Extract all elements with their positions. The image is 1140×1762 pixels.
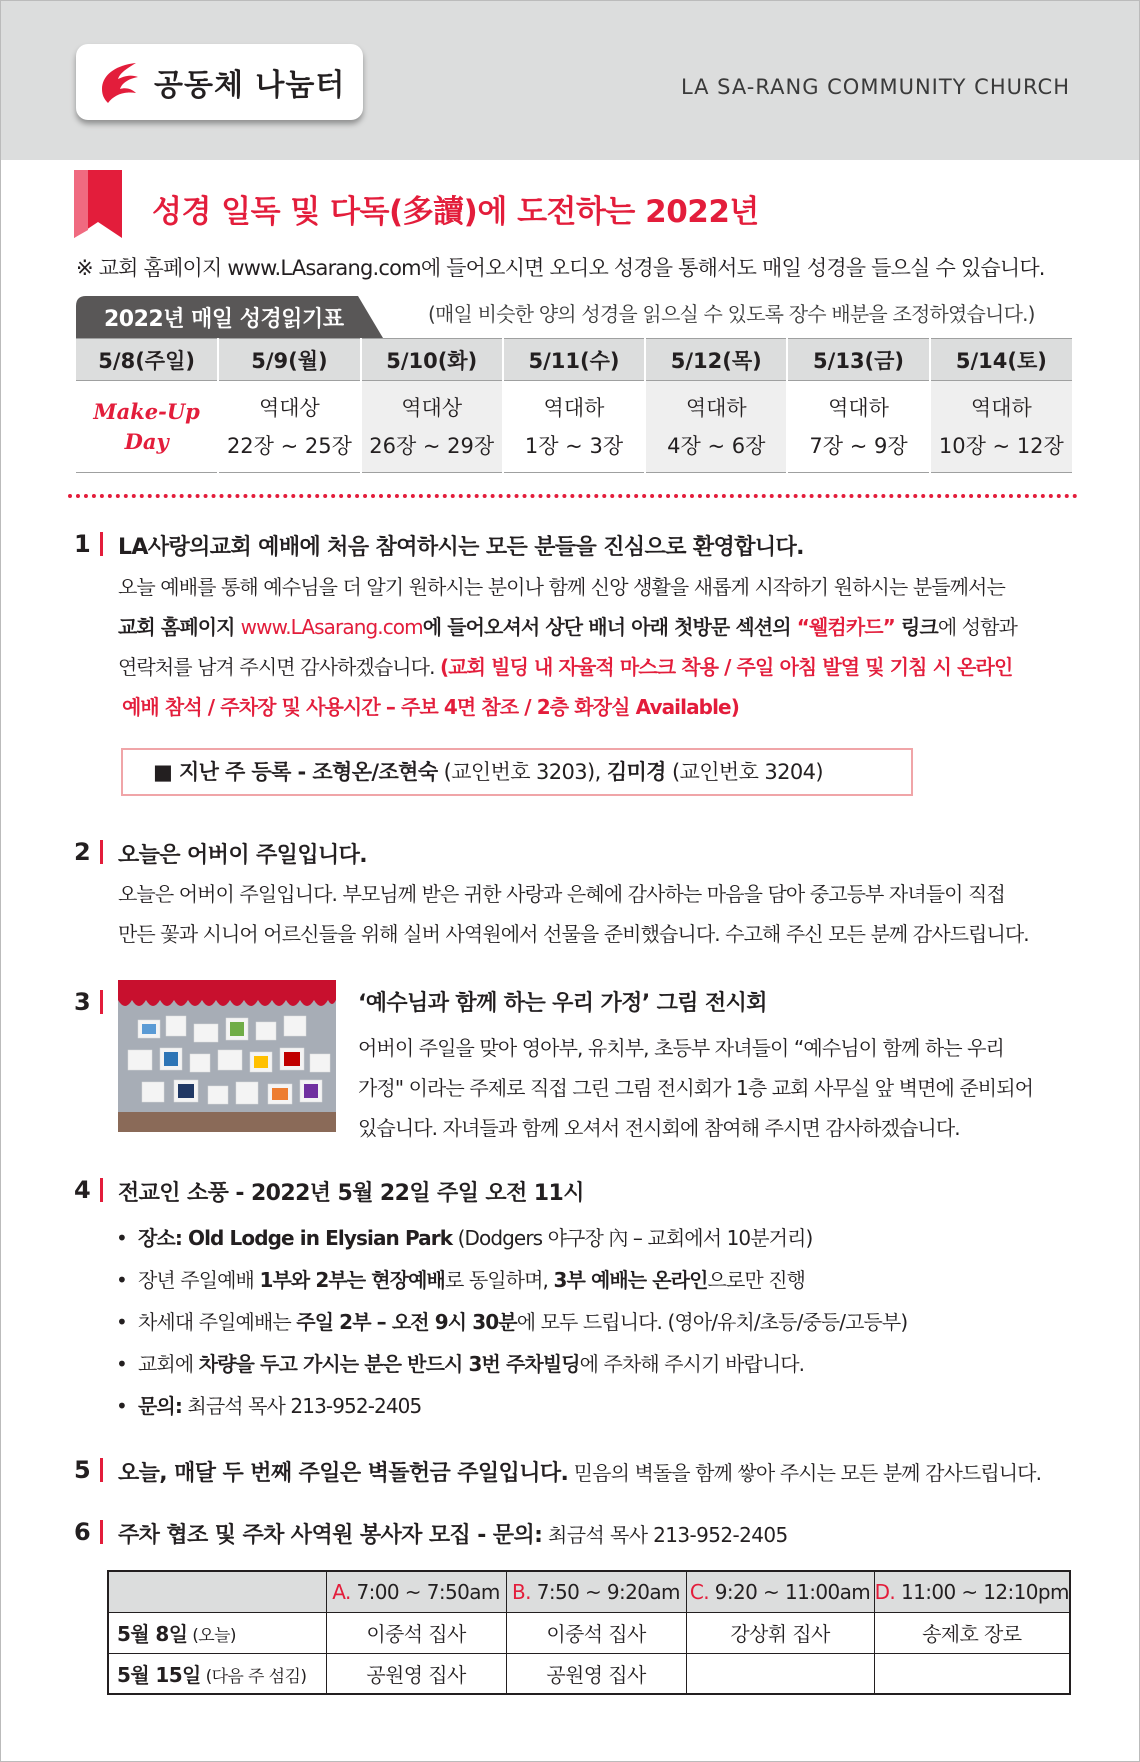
reading-date-cell: 5/14(토) — [930, 339, 1072, 381]
section-3-title: ‘예수님과 함께 하는 우리 가정’ 그림 전시회 — [358, 991, 767, 1016]
makeup-day-line2: Day — [124, 428, 169, 454]
section-2-line2: 만든 꽃과 시니어 어르신들을 위해 실버 사역원에서 선물을 준비했습니다. 수고해 주신 모든 분께 감사드립니다. — [118, 922, 1029, 946]
reading-cell — [218, 381, 360, 473]
church-name: LA SA-RANG COMMUNITY CHURCH — [680, 75, 1070, 99]
list-bold: 차량을 두고 가시는 분은 반드시 3번 주차빌딩 — [198, 1352, 580, 1376]
bookmark-ribbon-icon — [74, 170, 122, 238]
section-6-title: 주차 협조 및 주차 사역원 봉사자 모집 - 문의: — [118, 1523, 543, 1548]
reading-chapters: 22장 ~ 25장 — [226, 433, 352, 458]
slot-time: 7:00 ~ 7:50am — [350, 1579, 500, 1604]
section-3-number: 3 — [74, 988, 91, 1016]
list-text: 에 모두 드립니다. (영아/유치/초등/중등/고등부) — [516, 1310, 908, 1334]
section-1-line3 — [118, 647, 1017, 687]
list-bold: 주일 2부 – 오전 9시 30분 — [296, 1310, 517, 1334]
list-text: 교회에 — [138, 1352, 199, 1376]
row-date-cell — [108, 1612, 326, 1653]
reading-cell — [503, 381, 645, 473]
section-5-line — [118, 1456, 1041, 1487]
row-date: 5월 8일 — [117, 1622, 188, 1646]
registration-label: ■ 지난 주 등록 - 조형온/조현숙 — [153, 760, 438, 784]
art-exhibition-photo — [118, 980, 336, 1132]
reading-cell — [361, 381, 503, 473]
church-flame-icon — [96, 59, 142, 105]
section-1-line2-text: 에 들어오셔서 상단 배너 아래 첫방문 섹션의 — [422, 615, 797, 639]
list-text: 장년 주일예배 — [138, 1268, 260, 1292]
welcome-card-label: “웰컴카드” — [796, 615, 901, 639]
reading-book: 역대하 — [970, 395, 1032, 420]
exhibition-wall-image — [118, 980, 336, 1132]
section-2-line1: 오늘은 어버이 주일입니다. 부모님께 받은 귀한 사랑과 은혜에 감사하는 마음을 담아 중고등부 자녀들이 직접 — [118, 882, 1005, 906]
volunteer-cell — [874, 1653, 1070, 1694]
table-row — [108, 1612, 1070, 1653]
row-date-note: (오늘) — [187, 1626, 236, 1646]
page-header — [0, 0, 1140, 160]
contact-label: 문의: — [138, 1394, 182, 1418]
section-6-bar — [100, 1520, 103, 1544]
volunteer-cell: 강상휘 집사 — [686, 1612, 874, 1653]
welcome-card-link[interactable]: 링크 — [900, 615, 938, 639]
list-item — [116, 1260, 907, 1302]
reading-plan-body-row — [76, 381, 1072, 473]
reading-plan-tab — [76, 296, 383, 338]
slot-letter: C. — [689, 1579, 709, 1604]
reading-plan-note: (매일 비슷한 양의 성경을 읽으실 수 있도록 장수 배분을 조정하였습니다.) — [428, 302, 1035, 326]
slot-time: 11:00 ~ 12:10pm — [895, 1579, 1069, 1604]
makeup-day-line1: Make-Up — [93, 398, 200, 424]
section-4-number: 4 — [74, 1176, 91, 1204]
list-text: 차세대 주일예배는 — [138, 1310, 297, 1334]
section-1-title: LA사랑의교회 예배에 처음 참여하시는 모든 분들을 진심으로 환영합니다. — [118, 535, 804, 560]
section-3-line3: 있습니다. 자녀들과 함께 오셔서 전시회에 참여해 주시면 감사하겠습니다. — [358, 1116, 960, 1140]
section-5-number: 5 — [74, 1456, 91, 1484]
slot-letter: B. — [512, 1579, 531, 1604]
registration-box — [121, 748, 913, 796]
reading-date-cell: 5/12(목) — [645, 339, 787, 381]
volunteer-cell: 이중석 집사 — [506, 1612, 686, 1653]
mask-notice: (교회 빌딩 내 자율적 마스크 착용 / 주일 아침 발열 및 기침 시 온라인 — [440, 655, 1013, 679]
slot-time: 9:20 ~ 11:00am — [709, 1579, 871, 1604]
list-text: 으로만 진행 — [707, 1268, 806, 1292]
list-item — [116, 1344, 907, 1386]
contact-info: 최금석 목사 213-952-2405 — [181, 1394, 422, 1418]
volunteer-cell: 송제호 장로 — [874, 1612, 1070, 1653]
section-4-bar — [100, 1178, 103, 1202]
reading-chapters: 26장 ~ 29장 — [369, 433, 495, 458]
section-1-line2 — [118, 607, 1017, 647]
reading-plan-table — [76, 338, 1072, 473]
page-title: 성경 일독 및 다독(多讀)에 도전하는 2022년 — [152, 194, 759, 230]
reading-cell — [930, 381, 1072, 473]
homepage-link[interactable]: www.LAsarang.com — [240, 615, 423, 639]
table-row — [108, 1653, 1070, 1694]
homepage-label: 교회 홈페이지 — [118, 615, 241, 639]
list-text: 로 동일하며, — [444, 1268, 554, 1292]
reading-cell — [787, 381, 929, 473]
row-date: 5월 15일 — [117, 1662, 201, 1687]
table-corner-cell — [108, 1571, 326, 1612]
makeup-day-cell — [76, 381, 218, 473]
slot-header — [326, 1571, 506, 1612]
volunteer-cell: 공원영 집사 — [506, 1653, 686, 1694]
row-date-note: (다음 주 섬김) — [200, 1666, 307, 1687]
slot-time: 7:50 ~ 9:20am — [530, 1579, 680, 1604]
reading-book: 역대하 — [543, 395, 605, 420]
slot-letter: A. — [332, 1579, 351, 1604]
registration-detail-1: (교인번호 3203), — [437, 760, 607, 784]
reading-date-cell: 5/8(주일) — [76, 339, 218, 381]
slot-header — [874, 1571, 1070, 1612]
volunteer-cell: 공원영 집사 — [326, 1653, 506, 1694]
section-6-rest: 최금석 목사 213-952-2405 — [542, 1523, 788, 1547]
section-4-title: 전교인 소풍 - 2022년 5월 22일 주일 오전 11시 — [118, 1181, 584, 1206]
reading-plan-header-row — [76, 339, 1072, 381]
section-6-number: 6 — [74, 1518, 91, 1546]
section-5-rest: 믿음의 벽돌을 함께 쌓아 주시는 모든 분께 감사드립니다. — [568, 1461, 1042, 1485]
list-text: 에 주차해 주시기 바랍니다. — [579, 1352, 805, 1376]
section-5-title: 오늘, 매달 두 번째 주일은 벽돌헌금 주일입니다. — [118, 1461, 569, 1486]
section-6-line — [118, 1518, 788, 1549]
volunteer-cell: 이중석 집사 — [326, 1612, 506, 1653]
section-1-line1: 오늘 예배를 통해 예수님을 더 알기 원하시는 분이나 함께 신앙 생활을 새롭게 시작하기 원하시는 분들께서는 — [118, 575, 1005, 599]
section-logo-text: 공동체 나눔터 — [154, 68, 346, 103]
section-1-number: 1 — [74, 530, 91, 558]
section-3-body — [358, 1028, 1033, 1148]
slot-header — [686, 1571, 874, 1612]
parking-schedule-table — [107, 1570, 1071, 1695]
reading-book: 역대하 — [685, 395, 747, 420]
reading-book: 역대상 — [401, 395, 463, 420]
list-bold: 1부와 2부는 현장예배 — [259, 1268, 445, 1292]
registration-detail-2: (교인번호 3204) — [665, 760, 823, 784]
reading-book: 역대하 — [828, 395, 889, 420]
section-1-line4: 예배 참석 / 주차장 및 사용시간 – 주보 4면 참조 / 2층 화장실 Available) — [122, 695, 739, 719]
section-2-body — [118, 874, 1029, 954]
slot-header — [506, 1571, 686, 1612]
reading-date-cell: 5/13(금) — [787, 339, 929, 381]
section-3-line2: 가정" 이라는 주제로 직접 그린 그림 전시회가 1층 교회 사무실 앞 벽면에 준비되어 — [358, 1076, 1034, 1100]
picnic-location-label: 장소: Old Lodge in Elysian Park — [138, 1226, 453, 1250]
row-date-cell — [108, 1653, 326, 1694]
slot-letter: D. — [874, 1579, 896, 1604]
section-1-line2-tail: 에 성함과 — [937, 615, 1017, 639]
section-1-bar — [100, 532, 103, 556]
picnic-details-list — [116, 1218, 907, 1428]
section-2-title: 오늘은 어버이 주일입니다. — [118, 843, 368, 868]
homepage-notice: ※ 교회 홈페이지 www.LAsarang.com에 들어오시면 오디오 성경을 통해서도 매일 성경을 들으실 수 있습니다. — [76, 256, 1045, 280]
reading-cell — [645, 381, 787, 473]
list-item — [116, 1302, 907, 1344]
reading-date-cell: 5/10(화) — [361, 339, 503, 381]
section-1-line3-text: 연락처를 남겨 주시면 감사하겠습니다. — [118, 655, 441, 679]
reading-plan-tab-label: 2022년 매일 성경읽기표 — [104, 307, 344, 332]
table-row — [108, 1571, 1070, 1612]
reading-chapters: 1장 ~ 3장 — [524, 433, 624, 458]
section-logo — [76, 44, 363, 120]
section-2-bar — [100, 840, 103, 864]
reading-date-cell: 5/9(월) — [218, 339, 360, 381]
section-1-body — [118, 567, 1017, 727]
section-3-bar — [100, 990, 103, 1014]
volunteer-cell — [686, 1653, 874, 1694]
dotted-divider — [68, 494, 1078, 498]
reading-chapters: 7장 ~ 9장 — [809, 433, 908, 458]
reading-chapters: 10장 ~ 12장 — [938, 433, 1064, 458]
registration-name-2: 김미경 — [606, 760, 666, 784]
reading-chapters: 4장 ~ 6장 — [667, 433, 766, 458]
reading-date-cell: 5/11(수) — [503, 339, 645, 381]
reading-book: 역대상 — [258, 395, 320, 420]
list-item — [116, 1386, 907, 1428]
section-2-number: 2 — [74, 838, 91, 866]
picnic-location-note: (Dodgers 야구장 內 – 교회에서 10분거리) — [452, 1226, 813, 1250]
section-3-line1: 어버이 주일을 맞아 영아부, 유치부, 초등부 자녀들이 “예수님이 함께 하는 우리 — [358, 1036, 1004, 1060]
section-5-bar — [100, 1458, 103, 1482]
list-item — [116, 1218, 907, 1260]
list-bold: 3부 예배는 온라인 — [553, 1268, 708, 1292]
